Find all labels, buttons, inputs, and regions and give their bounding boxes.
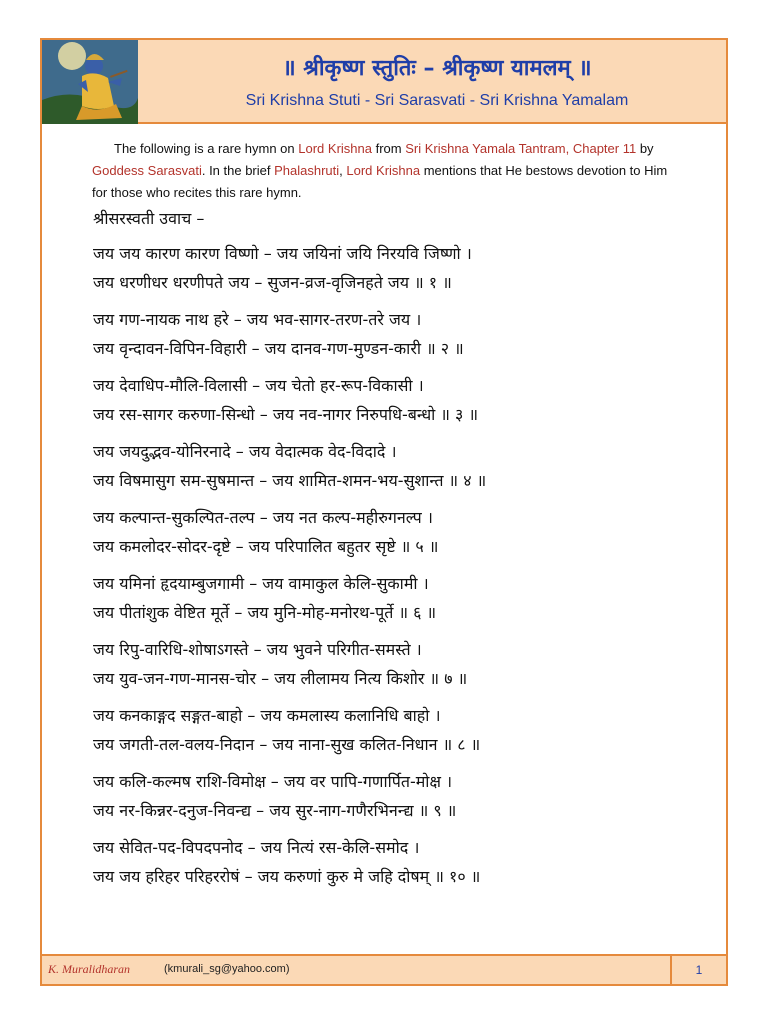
verse-line: जय युव-जन-गण-मानस-चोर – जय लीलामय नित्य किशोर ॥ ७ ॥ bbox=[93, 669, 468, 688]
intro-highlight: Sri Krishna Yamala Tantram, Chapter 11 bbox=[405, 141, 637, 156]
intro-text: by bbox=[636, 141, 654, 156]
verse bbox=[93, 437, 713, 495]
verse bbox=[93, 767, 713, 825]
verse-line: जय गण-नायक नाथ हरे – जय भव-सागर-तरण-तरे जय । bbox=[93, 310, 422, 329]
verse-line: जय देवाधिप-मौलि-विलासी – जय चेतो हर-रूप-विकासी । bbox=[93, 376, 424, 395]
verse-line: जय कलि-कल्मष राशि-विमोक्ष – जय वर पापि-गणार्पित-मोक्ष । bbox=[93, 772, 453, 791]
verse bbox=[93, 833, 713, 891]
verse-line: जय यमिनां हृदयाम्बुजगामी – जय वामाकुल केलि-सुकामी । bbox=[93, 574, 429, 593]
intro-highlight: Goddess Sarasvati bbox=[92, 163, 202, 178]
verse bbox=[93, 701, 713, 759]
verse-line: जय पीतांशुक वेष्टित मूर्ते – जय मुनि-मोह-मनोरथ-पूर्ते ॥ ६ ॥ bbox=[93, 603, 437, 622]
intro-text: The following is a rare hymn on bbox=[114, 141, 299, 156]
verse bbox=[93, 305, 713, 363]
verse-line: जय कल्पान्त-सुकल्पित-तल्प – जय नत कल्प-महीरुगनल्प । bbox=[93, 508, 433, 527]
verse bbox=[93, 239, 713, 297]
hymn-verses bbox=[93, 205, 713, 899]
intro-highlight: Lord Krishna bbox=[346, 163, 421, 178]
intro-highlight: Lord Krishna bbox=[298, 141, 372, 156]
verse bbox=[93, 371, 713, 429]
verse bbox=[93, 503, 713, 561]
page-title: ॥ श्रीकृष्ण स्तुतिः – श्रीकृष्ण यामलम् ॥ bbox=[282, 56, 592, 81]
verse bbox=[93, 635, 713, 693]
verse-line: जय विषमासुग सम-सुषमान्त – जय शामित-शमन-भय-सुशान्त ॥ ४ ॥ bbox=[93, 471, 487, 490]
page-subtitle: Sri Krishna Stuti - Sri Sarasvati - Sri Krishna Yamalam bbox=[245, 92, 629, 109]
intro-text: from bbox=[371, 141, 406, 156]
intro-text: mentions that He bestows devotion to Him for those who recites this rare hymn. bbox=[92, 163, 668, 200]
verse-line: जय कमलोदर-सोदर-दृष्टे – जय परिपालित बहुतर सृष्टे ॥ ५ ॥ bbox=[93, 537, 439, 556]
verse-line: जय रस-सागर करुणा-सिन्धो – जय नव-नागर निरुपधि-बन्धो ॥ ३ ॥ bbox=[93, 405, 479, 424]
footer-email: (kmurali_sg@yahoo.com) bbox=[164, 963, 290, 975]
verse-line: जय नर-किन्नर-दनुज-निवन्द्य – जय सुर-नाग-गणैरभिनन्द्य ॥ ९ ॥ bbox=[93, 801, 457, 820]
speaker-line: श्रीसरस्वती उवाच – bbox=[93, 209, 205, 228]
verse-line: जय जगती-तल-वलय-निदान – जय नाना-सुख कलित-निधान ॥ ८ ॥ bbox=[93, 735, 481, 754]
intro-paragraph bbox=[92, 138, 682, 204]
verse-line: जय जय कारण कारण विष्णो – जय जयिनां जयि निरयवि जिष्णो । bbox=[93, 244, 472, 263]
page-footer bbox=[42, 954, 726, 984]
footer-author: K. Muralidharan bbox=[48, 962, 131, 976]
verse-line: जय वृन्दावन-विपिन-विहारी – जय दानव-गण-मुण्डन-कारी ॥ २ ॥ bbox=[93, 339, 464, 358]
verse-line: जय जय हरिहर परिहररोषं – जय करुणां कुरु मे जहि दोषम् ॥ १० ॥ bbox=[93, 867, 481, 886]
intro-highlight: Phalashruti bbox=[274, 163, 340, 178]
verse-line: जय कनकाङ्गद सङ्गत-बाहो – जय कमलास्य कलानिधि बाहो । bbox=[93, 706, 441, 725]
page-header bbox=[42, 40, 726, 124]
intro-text: . In the brief bbox=[201, 163, 275, 178]
verse bbox=[93, 569, 713, 627]
verse-line: जय धरणीधर धरणीपते जय – सुजन-व्रज-वृजिनहते जय ॥ १ ॥ bbox=[93, 273, 452, 292]
page-number: 1 bbox=[670, 956, 726, 984]
verse-line: जय जयदुद्भव-योनिरनादे – जय वेदात्मक वेद-विदादे । bbox=[93, 442, 397, 461]
verse-line: जय रिपु-वारिधि-शोषाऽगस्ते – जय भुवने परिगीत-समस्ते । bbox=[93, 640, 422, 659]
verse-line: जय सेवित-पद-विपदपनोद – जय नित्यं रस-केलि-समोद । bbox=[93, 838, 420, 857]
intro-text: , bbox=[339, 163, 347, 178]
krishna-figure-icon bbox=[42, 40, 138, 124]
